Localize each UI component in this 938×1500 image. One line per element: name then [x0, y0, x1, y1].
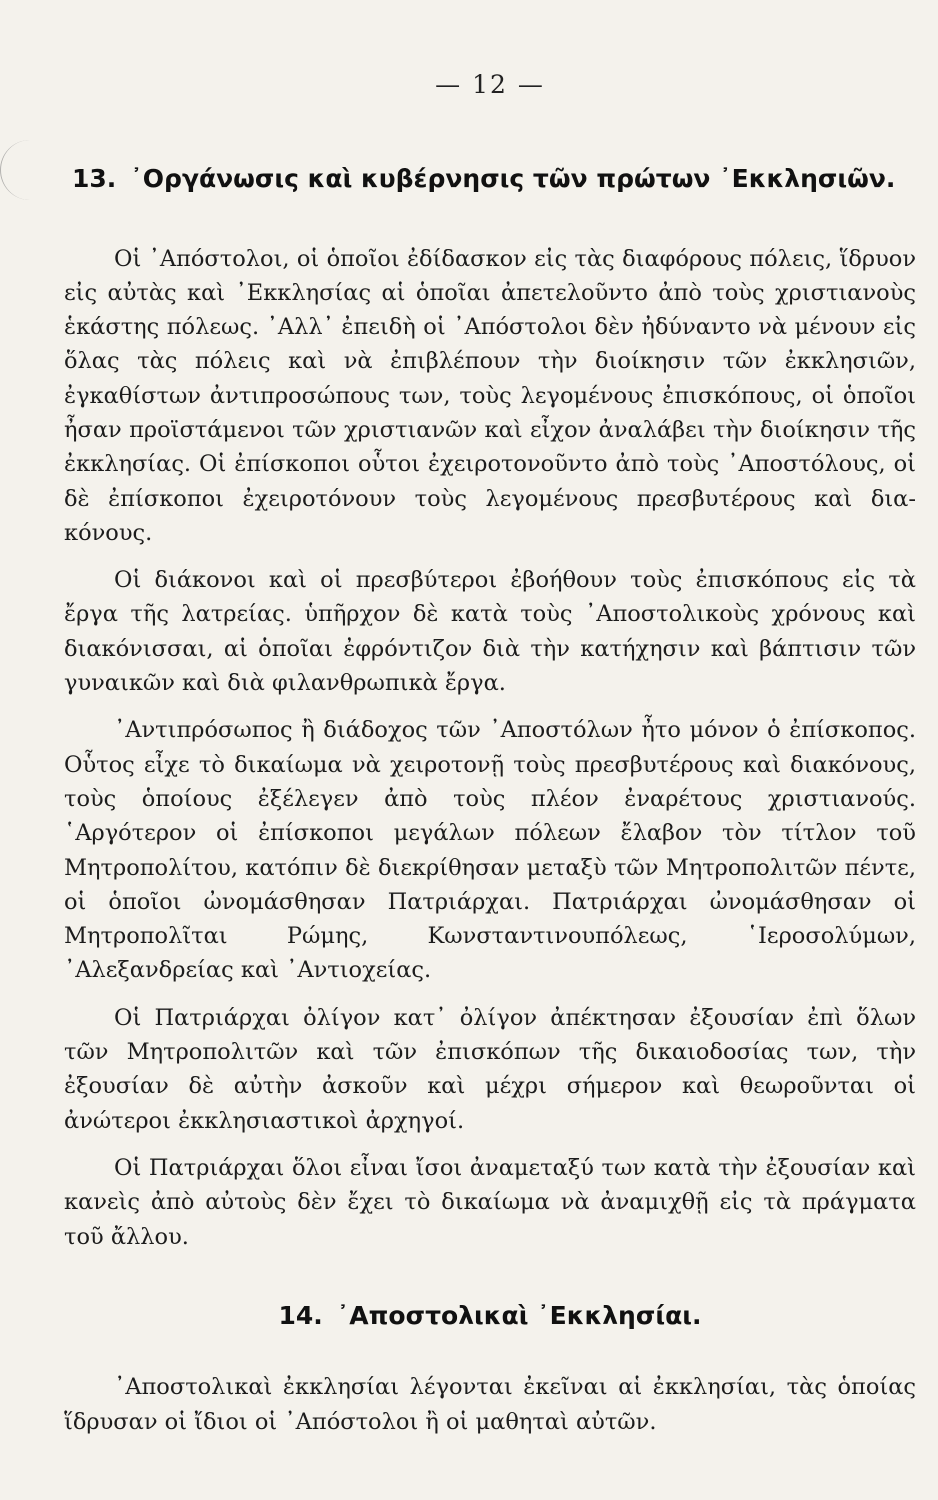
section-title: ᾿Οργάνωσις καὶ κυβέρνησις τῶν πρώτων ᾿Εκκλησιῶν.	[130, 164, 896, 193]
paragraph: Οἱ Πατριάρχαι ὅλοι εἶναι ἴσοι ἀναμεταξύ των κατὰ τὴν ἐξουσίαν καὶ κανεὶς ἀπὸ αὐτοὺς δὲν ἔχει τὸ δικαίωμα νὰ ἀναμιχθῇ εἰς τὰ πράγματα τοῦ ἄλλου.	[64, 1154, 916, 1250]
paragraph: Οἱ Πατριάρχαι ὀλίγον κατ᾿ ὀλίγον ἀπέκτησαν ἐξουσίαν ἐπὶ ὅλων τῶν Μητροπολιτῶν καὶ τῶν ἐπισκόπων τῆς δικαιοδοσίας των, τὴν ἐξουσίαν δὲ αὐτὴν ἀσκοῦν καὶ μέχρι σήμερον καὶ θεωροῦνται οἱ ἀνώτεροι ἐκκλησιαστικοὶ ἀρχηγοί.	[64, 1004, 916, 1134]
section-heading-13	[72, 163, 916, 196]
section-number: 14.	[278, 1300, 323, 1330]
paragraph: Οἱ διάκονοι καὶ οἱ πρεσβύτεροι ἐβοήθουν τοὺς ἐπισκόπους εἰς τὰ ἔργα τῆς λατρείας. ὑπῆρχον δὲ κατὰ τοὺς ᾿Αποστολικοὺς χρόνους καὶ διακόνισσαι, αἱ ὁποῖαι ἐφρόντιζον διὰ τὴν κατήχησιν καὶ βάπτισιν τῶν γυναικῶν καὶ διὰ φιλανθρωπικὰ ἔργα.	[64, 567, 916, 697]
page-number: — 12 —	[435, 70, 545, 99]
section-heading-14	[64, 1300, 916, 1333]
paragraph: ᾿Αποστολικαὶ ἐκκλησίαι λέγονται ἐκεῖναι αἱ ἐκκλησίαι, τὰς ὁποίας ἵδρυσαν οἱ ἴδιοι οἱ ᾿Απόστολοι ἢ οἱ μαθηταὶ αὐτῶν.	[64, 1374, 916, 1435]
section-number: 13.	[72, 164, 117, 193]
margin-bleed-mark	[0, 140, 35, 200]
paragraph: ᾿Αντιπρόσωπος ἢ διάδοχος τῶν ᾿Αποστόλων ἦτο μόνον ὁ ἐπίσκοπος. Οὗτος εἶχε τὸ δικαίωμα νὰ χειροτονῇ τοὺς πρεσβυτέρους καὶ διακόνους, τοὺς ὁποίους ἐξέλεγεν ἀπὸ τοὺς πλέον ἐναρέτους χριστιανούς. ῾Αργότερον οἱ ἐπίσκοποι μεγάλων πόλεων ἔλαβον τὸν τίτλον τοῦ Μητροπολίτου, κατόπιν δὲ διεκρίθησαν μεταξὺ τῶν Μητροπολιτῶν πέντε, οἱ ὁποῖοι ὠνομάσθησαν Πατριάρχαι. Πατριάρχαι ὠνομάσθησαν οἱ Μητροπολῖται Ρώμης, Κωνσταντινουπόλεως, ῾Ιεροσολύμων, ᾿Αλεξανδρείας καὶ ᾿Αντιοχείας.	[64, 717, 916, 984]
paragraph: Οἱ ᾿Απόστολοι, οἱ ὁποῖοι ἐδίδασκον εἰς τὰς διαφόρους πόλεις, ἵδρυον εἰς αὐτὰς καὶ ᾿Εκκλησίας αἱ ὁποῖαι ἀπετελοῦντο ἀπὸ τοὺς χριστιανοὺς ἑκάστης πόλεως. ᾿Αλλ᾿ ἐπειδὴ οἱ ᾿Απόστολοι δὲν ἠδύναντο νὰ μένουν εἰς ὅλας τὰς πόλεις καὶ νὰ ἐπιβλέπουν τὴν διοίκησιν τῶν ἐκκλησιῶν, ἐγκαθίστων ἀντιπροσώπους των, τοὺς λεγομένους ἐπισκόπους, οἱ ὁποῖοι ἦσαν προϊστάμενοι τῶν χριστιανῶν καὶ εἶχον ἀναλάβει τὴν διοίκησιν τῆς ἐκκλησίας. Οἱ ἐπίσκοποι οὗτοι ἐχειροτονοῦντο ἀπὸ τοὺς ᾿Αποστόλους, οἱ δὲ ἐπίσκοποι ἐχειροτόνουν τοὺς λεγομένους πρεσβυτέρους καὶ διακόνους.	[64, 245, 916, 546]
section-title: ᾿Αποστολικαὶ ᾿Εκκλησίαι.	[336, 1300, 702, 1330]
